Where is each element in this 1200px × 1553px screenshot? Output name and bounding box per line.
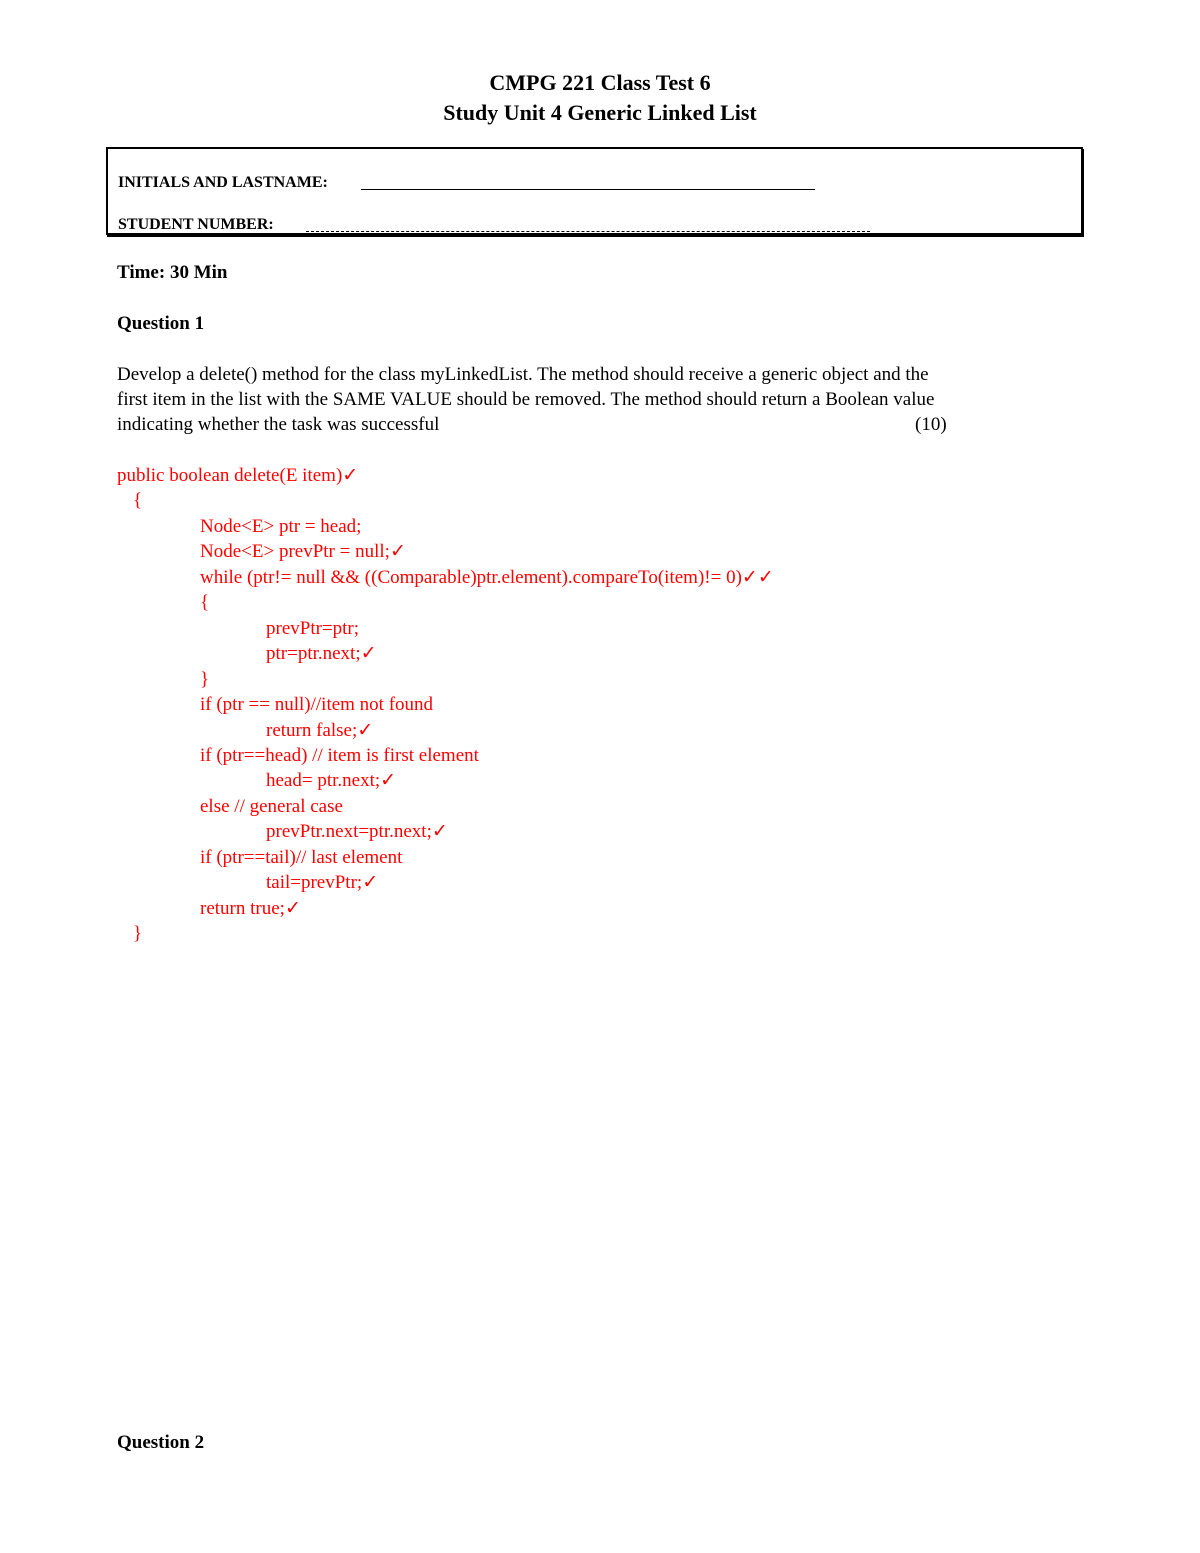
code-line bbox=[266, 718, 373, 743]
code-text: return false; bbox=[266, 720, 358, 741]
code-text: public boolean delete(E item) bbox=[117, 465, 343, 486]
code-text: prevPtr=ptr; bbox=[266, 618, 360, 639]
code-line bbox=[133, 488, 142, 513]
code-line bbox=[266, 616, 359, 641]
question-1-text-line: indicating whether the task was successful bbox=[117, 414, 440, 435]
code-text: } bbox=[200, 669, 210, 690]
code-line bbox=[117, 463, 358, 488]
code-text: tail=prevPtr; bbox=[266, 872, 363, 893]
code-line bbox=[200, 590, 209, 615]
check-mark-icon: ✓ bbox=[389, 541, 406, 562]
initials-lastname-label: INITIALS AND LASTNAME: bbox=[118, 174, 328, 191]
code-text: ptr=ptr.next; bbox=[266, 643, 361, 664]
code-text: if (ptr==head) // item is first element bbox=[200, 745, 479, 766]
student-details-box bbox=[106, 147, 1083, 235]
check-mark-icon: ✓ bbox=[380, 770, 397, 791]
code-line bbox=[200, 667, 209, 692]
check-mark-icon: ✓ bbox=[431, 821, 448, 842]
check-mark-icon: ✓ bbox=[757, 567, 774, 588]
code-text: { bbox=[200, 592, 210, 613]
code-line bbox=[200, 794, 343, 819]
code-text: while (ptr!= null && ((Comparable)ptr.element).compareTo(item)!= 0) bbox=[200, 567, 742, 588]
code-line bbox=[266, 768, 396, 793]
code-line bbox=[200, 743, 479, 768]
code-text: Node<E> ptr = head; bbox=[200, 516, 362, 537]
code-line bbox=[200, 896, 301, 921]
check-mark-icon: ✓ bbox=[342, 465, 359, 486]
title-line-2: Study Unit 4 Generic Linked List bbox=[443, 100, 757, 125]
code-line bbox=[266, 641, 377, 666]
student-number-label: STUDENT NUMBER: bbox=[118, 216, 274, 233]
code-line bbox=[266, 870, 378, 895]
code-line bbox=[133, 921, 142, 946]
code-text: return true; bbox=[200, 898, 285, 919]
question-1-heading: Question 1 bbox=[117, 313, 205, 334]
code-line bbox=[200, 514, 361, 539]
title-line-1: CMPG 221 Class Test 6 bbox=[489, 70, 711, 95]
code-text: if (ptr == null)//item not found bbox=[200, 694, 434, 715]
check-mark-icon: ✓ bbox=[360, 643, 377, 664]
question-2-heading: Question 2 bbox=[117, 1432, 205, 1453]
code-line bbox=[200, 539, 406, 564]
question-1-text-line: Develop a delete() method for the class myLinkedList. The method should receive a generic object and the bbox=[117, 364, 929, 385]
code-line bbox=[200, 692, 433, 717]
time-label: Time: 30 Min bbox=[117, 262, 228, 283]
check-mark-icon: ✓ bbox=[362, 872, 379, 893]
check-mark-icon: ✓ bbox=[284, 898, 301, 919]
code-text: else // general case bbox=[200, 796, 343, 817]
code-text: { bbox=[133, 490, 143, 511]
code-line bbox=[200, 845, 402, 870]
code-line bbox=[266, 819, 448, 844]
question-1-text-line: first item in the list with the SAME VALUE should be removed. The method should return a Boolean value bbox=[117, 389, 935, 410]
check-mark-icon: ✓ bbox=[741, 567, 758, 588]
initials-lastname-field[interactable] bbox=[361, 189, 815, 190]
question-1-marks: (10) bbox=[915, 414, 947, 435]
code-text: head= ptr.next; bbox=[266, 770, 381, 791]
code-text: } bbox=[133, 923, 143, 944]
code-text: if (ptr==tail)// last element bbox=[200, 847, 403, 868]
code-line bbox=[200, 565, 774, 590]
code-text: Node<E> prevPtr = null; bbox=[200, 541, 390, 562]
check-mark-icon: ✓ bbox=[357, 720, 374, 741]
student-number-field[interactable] bbox=[306, 231, 870, 232]
code-text: prevPtr.next=ptr.next; bbox=[266, 821, 432, 842]
